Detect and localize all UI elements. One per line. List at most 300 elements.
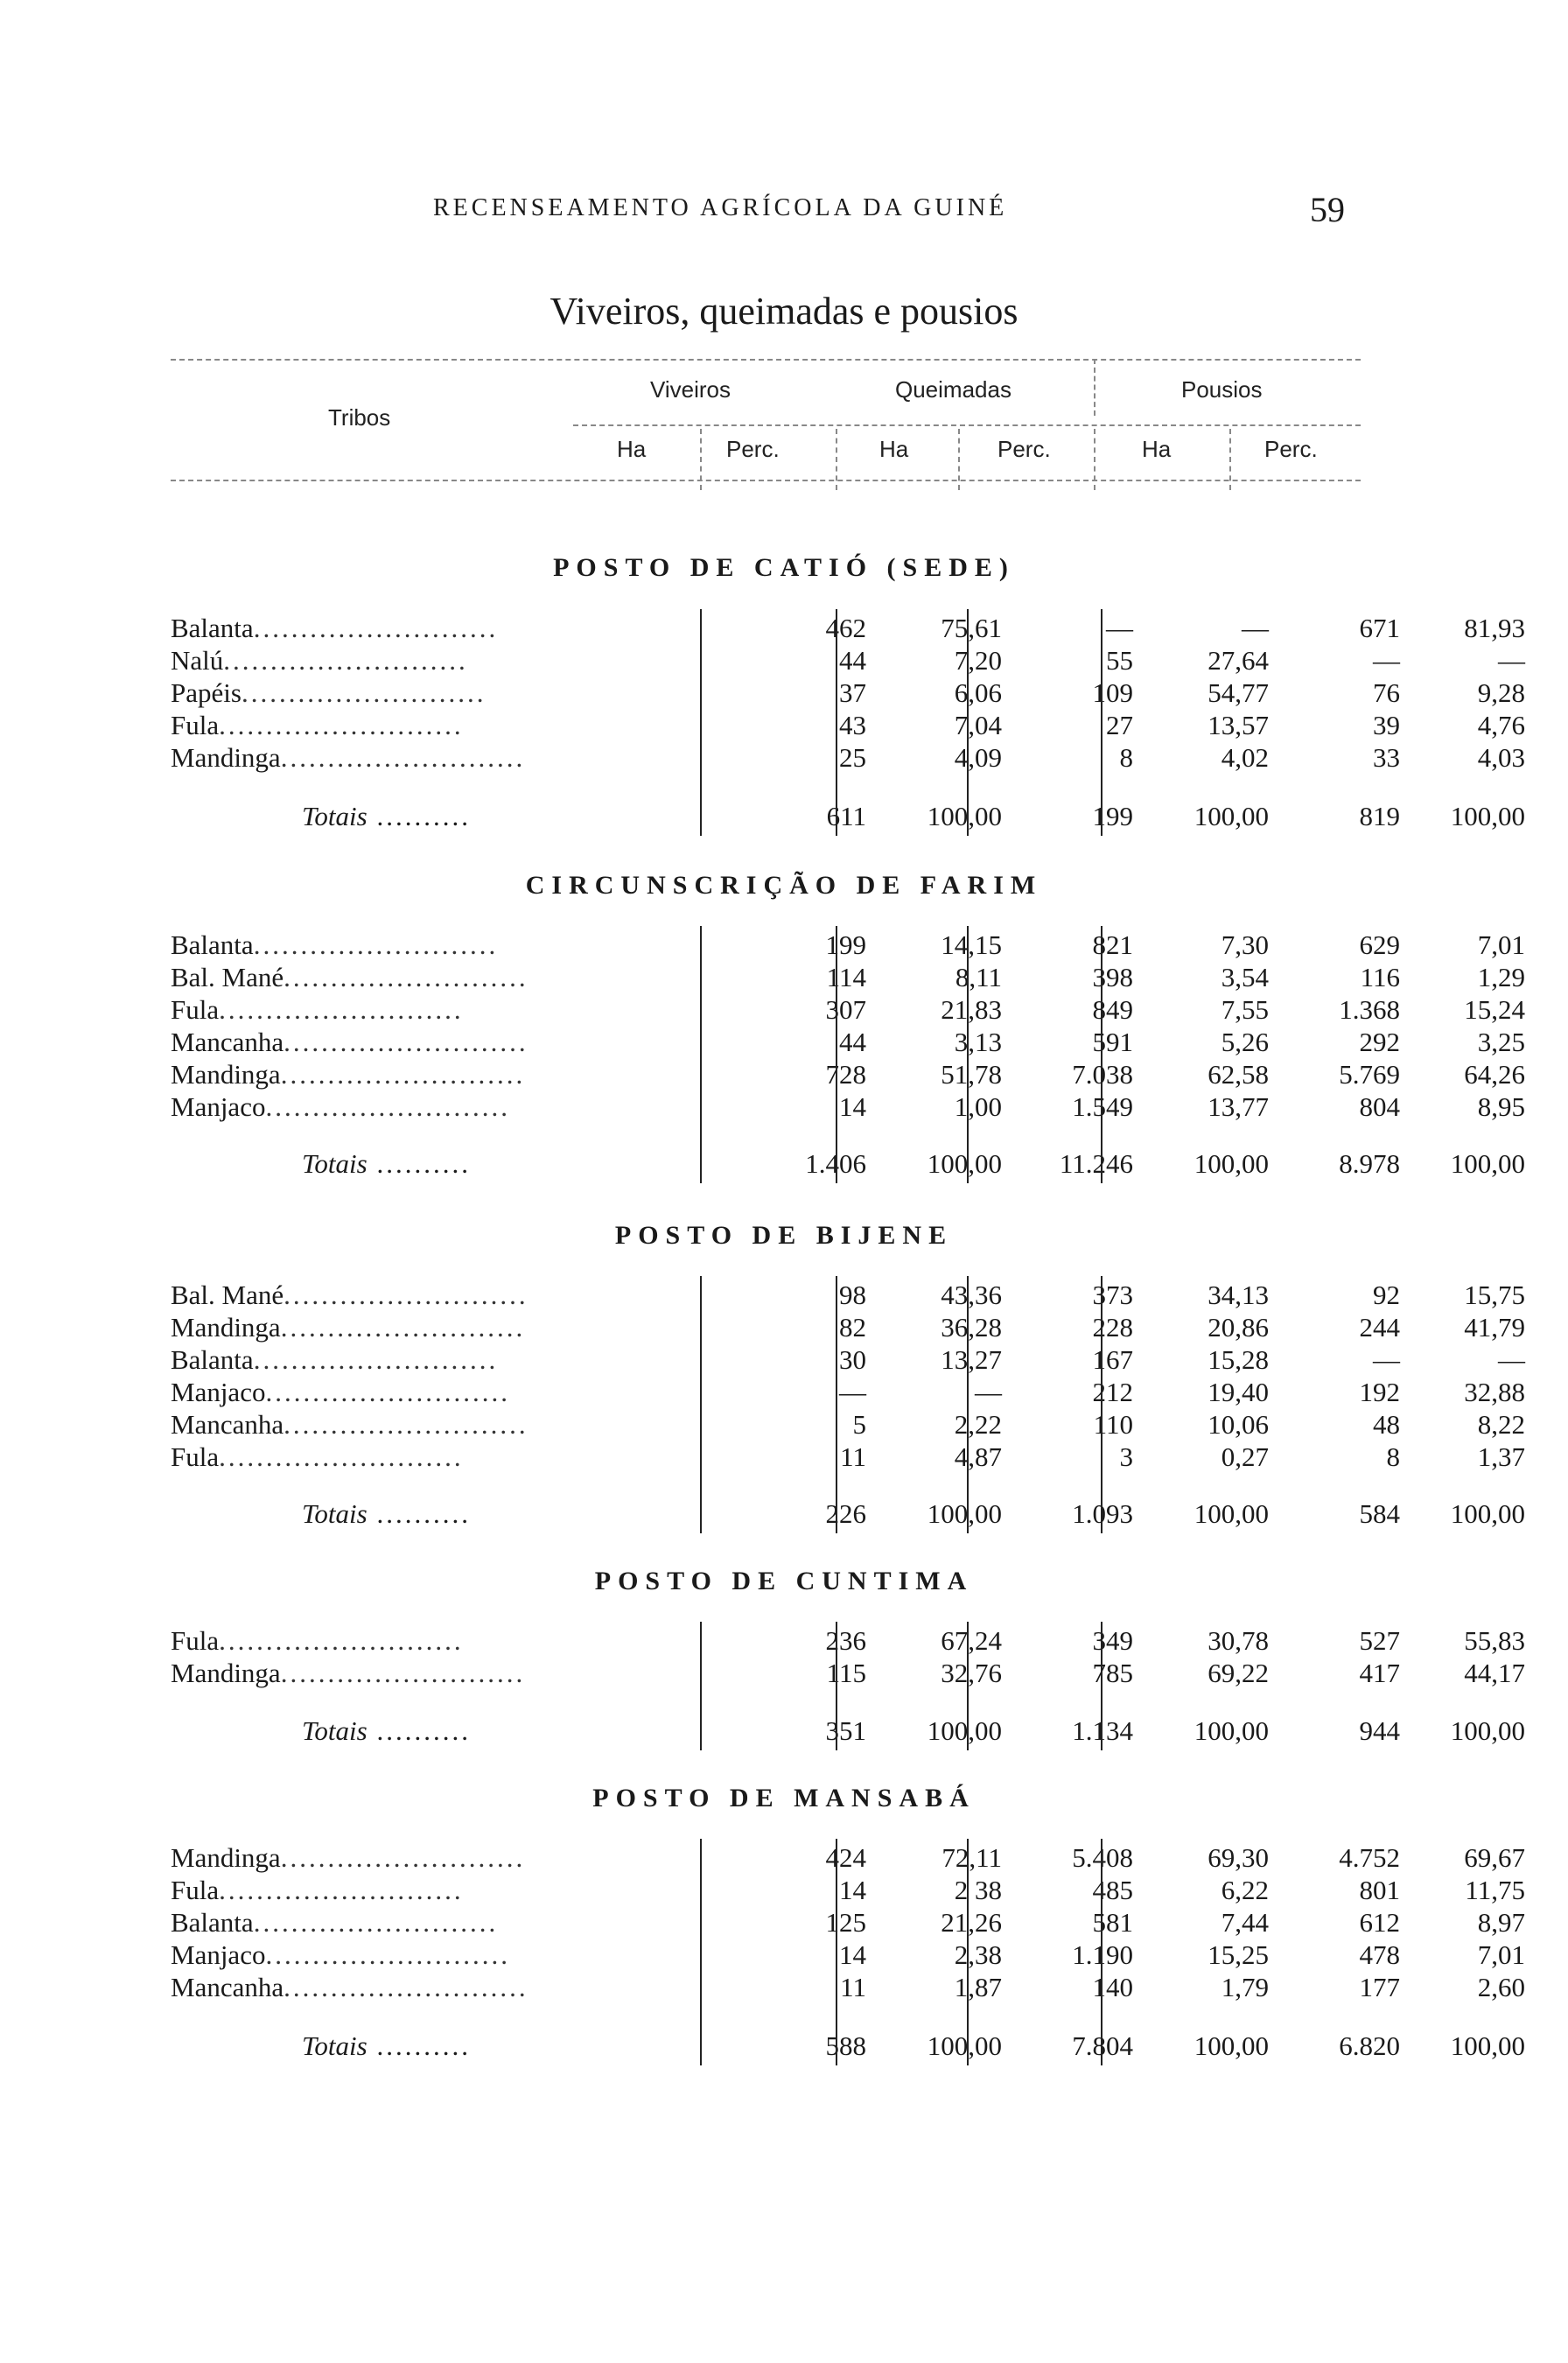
cell-q-perc: 1,79 [1221, 1972, 1269, 2002]
column-rule [836, 1276, 837, 1533]
tribe-label: Manjaco [171, 1377, 266, 1407]
cell-p-ha: 48 [1373, 1409, 1400, 1440]
tribe-label: Fula [171, 994, 220, 1025]
cell-q-ha: 228 [1092, 1312, 1133, 1343]
cell-v-ha: 44 [839, 1027, 866, 1057]
cell-p-ha: 244 [1359, 1312, 1400, 1343]
cell-q-perc: 5,26 [1221, 1027, 1269, 1057]
cell-q-ha: 1.549 [1072, 1091, 1133, 1122]
cell-p-perc: 7,01 [1477, 1939, 1525, 1970]
cell-v-perc: 75,61 [941, 613, 1002, 643]
total-q-ha: 1.093 [1072, 1498, 1133, 1529]
cell-p-perc: 8,95 [1477, 1091, 1525, 1122]
table-row [171, 710, 1525, 741]
leader-dots: .......................... [280, 1059, 526, 1090]
tribe-name [171, 1907, 573, 1939]
cell-p-ha: 612 [1359, 1907, 1400, 1938]
totals-label [302, 1148, 471, 1180]
cell-v-perc: 6,06 [954, 677, 1002, 708]
header-divider-3 [958, 429, 960, 490]
tribe-label: Bal. Mané [171, 962, 284, 992]
total-p-perc: 100,00 [1450, 1715, 1525, 1746]
cell-p-ha: 1.368 [1339, 994, 1400, 1025]
table-row [171, 613, 1525, 644]
tribe-label: Nalú [171, 645, 224, 676]
table-row [171, 1441, 1525, 1473]
cell-q-ha: 591 [1092, 1027, 1133, 1057]
totals-label [302, 2030, 471, 2062]
cell-v-ha: 307 [825, 994, 866, 1025]
cell-q-ha: 373 [1092, 1280, 1133, 1310]
header-viveiros-perc: Perc. [726, 436, 780, 462]
cell-q-perc: 6,22 [1221, 1875, 1269, 1905]
cell-v-perc: 4,87 [954, 1441, 1002, 1472]
cell-q-perc: 34,13 [1208, 1280, 1269, 1310]
cell-v-perc: 3,13 [954, 1027, 1002, 1057]
cell-v-ha: — [839, 1377, 866, 1407]
table-row [171, 1939, 1525, 1971]
cell-v-perc: 1,00 [954, 1091, 1002, 1122]
cell-v-perc: 2,38 [954, 1939, 1002, 1970]
totals-text: Totais [302, 1715, 368, 1746]
cell-v-perc: 32,76 [941, 1658, 1002, 1688]
leader-dots: .......................... [265, 1377, 510, 1407]
cell-q-perc: 30,78 [1208, 1625, 1269, 1656]
total-p-ha: 584 [1359, 1498, 1400, 1529]
tribe-name [171, 1027, 573, 1058]
tribe-name [171, 1344, 573, 1376]
column-rule [700, 1839, 702, 2065]
cell-v-ha: 98 [839, 1280, 866, 1310]
column-rule [1101, 1622, 1102, 1750]
cell-v-ha: 14 [839, 1091, 866, 1122]
column-rule [1101, 1276, 1102, 1533]
leader-dots: .......................... [265, 1939, 510, 1970]
leader-dots: .......................... [280, 1312, 526, 1343]
cell-p-perc: 41,79 [1464, 1312, 1525, 1343]
cell-v-perc: 13,27 [941, 1344, 1002, 1375]
section-title: CIRCUNSCRIÇÃO DE FARIM [525, 871, 1043, 900]
column-rule [836, 926, 837, 1183]
cell-q-perc: 54,77 [1208, 677, 1269, 708]
cell-v-perc: 67,24 [941, 1625, 1002, 1656]
cell-p-ha: 801 [1359, 1875, 1400, 1905]
tribe-label: Balanta [171, 1907, 254, 1938]
tribe-label: Fula [171, 1441, 220, 1472]
column-rule [700, 609, 702, 836]
cell-v-perc: 7,20 [954, 645, 1002, 676]
leader-dots: .......... [367, 2030, 471, 2061]
totals-text: Totais [302, 801, 368, 831]
cell-q-ha: 7.038 [1072, 1059, 1133, 1090]
tribe-name [171, 645, 573, 677]
cell-p-ha: 177 [1359, 1972, 1400, 2002]
cell-p-ha: 417 [1359, 1658, 1400, 1688]
cell-v-perc: 8,11 [955, 962, 1002, 992]
leader-dots: .......................... [284, 1027, 528, 1057]
section-title: POSTO DE CATIÓ (SEDE) [553, 553, 1015, 582]
header-queimadas: Queimadas [895, 376, 1012, 403]
totals-text: Totais [302, 1148, 368, 1179]
column-rule [836, 1839, 837, 2065]
cell-v-ha: 11 [840, 1972, 866, 2002]
column-rule [836, 609, 837, 836]
cell-p-ha: 5.769 [1339, 1059, 1400, 1090]
cell-p-perc: 64,26 [1464, 1059, 1525, 1090]
tribe-name [171, 1658, 573, 1689]
header-mid-rule [573, 424, 1361, 426]
cell-p-perc: — [1498, 645, 1525, 676]
tribe-label: Manjaco [171, 1091, 266, 1122]
cell-p-perc: 69,67 [1464, 1842, 1525, 1873]
cell-q-ha: 5.408 [1072, 1842, 1133, 1873]
page-number: 59 [1310, 190, 1345, 229]
tribe-name [171, 1842, 573, 1874]
column-rule [967, 926, 969, 1183]
tribe-label: Bal. Mané [171, 1280, 284, 1310]
total-p-perc: 100,00 [1450, 2030, 1525, 2061]
cell-q-perc: 10,06 [1208, 1409, 1269, 1440]
total-v-perc: 100,00 [927, 801, 1002, 831]
tribe-label: Manjaco [171, 1939, 266, 1970]
leader-dots: .......................... [280, 742, 526, 773]
total-v-perc: 100,00 [927, 1498, 1002, 1529]
table-title [0, 289, 1568, 333]
cell-v-ha: 462 [825, 613, 866, 643]
column-rule [967, 1622, 969, 1750]
running-title: RECENSEAMENTO AGRÍCOLA DA GUINÉ [433, 194, 1008, 221]
column-header [171, 359, 1361, 490]
total-v-ha: 611 [826, 801, 866, 831]
table-row [171, 1875, 1525, 1906]
cell-p-ha: 804 [1359, 1091, 1400, 1122]
header-divider-pousios [1094, 359, 1096, 416]
cell-p-ha: 8 [1386, 1441, 1400, 1472]
cell-p-perc: 7,01 [1477, 929, 1525, 960]
cell-v-ha: 5 [852, 1409, 866, 1440]
cell-p-perc: 81,93 [1464, 613, 1525, 643]
table-row [171, 1312, 1525, 1343]
section-title: POSTO DE MANSABÁ [592, 1784, 976, 1813]
cell-p-perc: 8,22 [1477, 1409, 1525, 1440]
cell-p-ha: 33 [1373, 742, 1400, 773]
total-v-perc: 100,00 [927, 2030, 1002, 2061]
table-row [171, 1091, 1525, 1123]
leader-dots: .......................... [284, 962, 528, 992]
total-v-perc: 100,00 [927, 1715, 1002, 1746]
cell-p-perc: 1,29 [1477, 962, 1525, 992]
cell-v-ha: 424 [825, 1842, 866, 1873]
cell-q-ha: 55 [1106, 645, 1133, 676]
cell-q-perc: 0,27 [1221, 1441, 1269, 1472]
cell-p-perc: 15,75 [1464, 1280, 1525, 1310]
cell-v-perc: 4,09 [954, 742, 1002, 773]
cell-q-ha: 349 [1092, 1625, 1133, 1656]
cell-v-perc: 2,22 [954, 1409, 1002, 1440]
cell-p-ha: 116 [1360, 962, 1400, 992]
total-q-perc: 100,00 [1194, 1498, 1269, 1529]
total-p-perc: 100,00 [1450, 801, 1525, 831]
cell-v-perc: 43,36 [941, 1280, 1002, 1310]
tribe-name [171, 1972, 573, 2003]
cell-p-perc: 44,17 [1464, 1658, 1525, 1688]
table-row [171, 929, 1525, 961]
table-row [171, 1972, 1525, 2003]
cell-p-ha: 292 [1359, 1027, 1400, 1057]
tribe-name [171, 962, 573, 993]
tribe-name [171, 1280, 573, 1311]
cell-v-ha: 199 [825, 929, 866, 960]
leader-dots: .......................... [284, 1409, 528, 1440]
cell-v-perc: 1,87 [954, 1972, 1002, 2002]
cell-q-perc: 7,44 [1221, 1907, 1269, 1938]
cell-q-ha: 140 [1092, 1972, 1133, 2002]
cell-v-ha: 43 [839, 710, 866, 740]
leader-dots: .......... [367, 1498, 471, 1529]
cell-v-ha: 44 [839, 645, 866, 676]
tribe-label: Fula [171, 710, 220, 740]
cell-p-perc: 55,83 [1464, 1625, 1525, 1656]
header-viveiros-ha: Ha [617, 436, 647, 462]
cell-q-ha: 581 [1092, 1907, 1133, 1938]
tribe-name [171, 1377, 573, 1408]
leader-dots: .......................... [253, 613, 499, 643]
header-divider-5 [1229, 429, 1231, 490]
cell-v-ha: 115 [826, 1658, 866, 1688]
header-queimadas-ha: Ha [879, 436, 909, 462]
leader-dots: .......................... [219, 1441, 464, 1472]
cell-v-ha: 125 [825, 1907, 866, 1938]
cell-q-ha: 785 [1092, 1658, 1133, 1688]
total-v-perc: 100,00 [927, 1148, 1002, 1179]
cell-v-perc: 51,78 [941, 1059, 1002, 1090]
leader-dots: .......................... [253, 1344, 499, 1375]
total-p-ha: 819 [1359, 801, 1400, 831]
tribe-name [171, 1939, 573, 1971]
table-row [171, 1027, 1525, 1058]
total-v-ha: 351 [825, 1715, 866, 1746]
cell-q-perc: 69,22 [1208, 1658, 1269, 1688]
cell-p-perc: 15,24 [1464, 994, 1525, 1025]
tribe-label: Balanta [171, 1344, 254, 1375]
cell-v-ha: 14 [839, 1939, 866, 1970]
cell-q-ha: 212 [1092, 1377, 1133, 1407]
tribe-name [171, 742, 573, 774]
header-queimadas-perc: Perc. [998, 436, 1051, 462]
table-row [171, 1658, 1525, 1689]
header-top-rule [171, 359, 1361, 361]
cell-v-perc: 14,15 [941, 929, 1002, 960]
tribe-name [171, 1409, 573, 1441]
leader-dots: .......................... [280, 1658, 526, 1688]
cell-p-ha: 629 [1359, 929, 1400, 960]
total-q-perc: 100,00 [1194, 1148, 1269, 1179]
cell-q-perc: 13,77 [1208, 1091, 1269, 1122]
header-divider-1 [700, 429, 702, 490]
cell-v-ha: 14 [839, 1875, 866, 1905]
cell-q-perc: 4,02 [1221, 742, 1269, 773]
cell-q-ha: — [1106, 613, 1133, 643]
tribe-label: Mancanha [171, 1972, 284, 2002]
table-row [171, 645, 1525, 677]
section-title: POSTO DE CUNTIMA [594, 1567, 974, 1595]
total-p-perc: 100,00 [1450, 1498, 1525, 1529]
cell-q-ha: 110 [1093, 1409, 1133, 1440]
total-v-ha: 588 [825, 2030, 866, 2061]
totals-row [171, 1498, 1525, 1530]
tribe-label: Mandinga [171, 1059, 281, 1090]
tribe-name [171, 677, 573, 709]
table-row [171, 1344, 1525, 1376]
total-q-ha: 199 [1092, 801, 1133, 831]
cell-p-ha: 478 [1359, 1939, 1400, 1970]
header-pousios-ha: Ha [1142, 436, 1172, 462]
cell-v-ha: 114 [826, 962, 866, 992]
total-v-ha: 226 [825, 1498, 866, 1529]
tribe-name [171, 1059, 573, 1090]
header-divider-4 [1094, 429, 1096, 490]
cell-p-ha: 92 [1373, 1280, 1400, 1310]
cell-p-ha: — [1373, 1344, 1400, 1375]
tribe-label: Mandinga [171, 1658, 281, 1688]
leader-dots: .......................... [219, 710, 464, 740]
cell-v-perc: 7,04 [954, 710, 1002, 740]
tribe-label: Mancanha [171, 1409, 284, 1440]
table-row [171, 742, 1525, 774]
tribe-name [171, 994, 573, 1026]
column-rule [967, 609, 969, 836]
cell-v-perc: 21,83 [941, 994, 1002, 1025]
totals-text: Totais [302, 2030, 368, 2061]
table-row [171, 1842, 1525, 1874]
cell-q-perc: 15,25 [1208, 1939, 1269, 1970]
totals-text: Totais [302, 1498, 368, 1529]
cell-q-ha: 3 [1119, 1441, 1133, 1472]
tribe-name [171, 710, 573, 741]
total-q-ha: 1.134 [1072, 1715, 1133, 1746]
cell-v-perc: 72,11 [942, 1842, 1002, 1873]
leader-dots: .......... [367, 1148, 471, 1179]
column-rule [1101, 1839, 1102, 2065]
cell-q-ha: 821 [1092, 929, 1133, 960]
cell-p-ha: 39 [1373, 710, 1400, 740]
total-p-perc: 100,00 [1450, 1148, 1525, 1179]
cell-p-perc: 3,25 [1477, 1027, 1525, 1057]
totals-row [171, 801, 1525, 832]
leader-dots: .......................... [265, 1091, 510, 1122]
column-rule [700, 1276, 702, 1533]
cell-p-ha: 4.752 [1339, 1842, 1400, 1873]
column-rule [700, 926, 702, 1183]
tribe-name [171, 929, 573, 961]
total-p-ha: 8.978 [1339, 1148, 1400, 1179]
tribe-name [171, 1875, 573, 1906]
cell-p-ha: 192 [1359, 1377, 1400, 1407]
tribe-label: Fula [171, 1875, 220, 1905]
tribe-name [171, 1091, 573, 1123]
leader-dots: .......... [367, 801, 471, 831]
cell-v-perc: — [975, 1377, 1002, 1407]
cell-p-perc: 1,37 [1477, 1441, 1525, 1472]
total-v-ha: 1.406 [805, 1148, 866, 1179]
tribe-label: Balanta [171, 613, 254, 643]
cell-q-ha: 398 [1092, 962, 1133, 992]
leader-dots: .......................... [284, 1280, 528, 1310]
cell-p-ha: — [1373, 645, 1400, 676]
cell-v-ha: 37 [839, 677, 866, 708]
totals-label [302, 1715, 471, 1747]
table-row [171, 1907, 1525, 1939]
total-p-ha: 944 [1359, 1715, 1400, 1746]
leader-dots: .......................... [253, 929, 499, 960]
cell-v-ha: 25 [839, 742, 866, 773]
cell-v-ha: 728 [825, 1059, 866, 1090]
header-viveiros: Viveiros [650, 376, 732, 403]
table-row [171, 962, 1525, 993]
section-title: POSTO DE BIJENE [614, 1221, 954, 1250]
tribe-label: Mandinga [171, 742, 281, 773]
table-row [171, 1059, 1525, 1090]
table-row [171, 994, 1525, 1026]
table-row [171, 1409, 1525, 1441]
tribe-label: Papéis [171, 677, 242, 708]
cell-v-perc: 2 38 [954, 1875, 1002, 1905]
cell-p-ha: 527 [1359, 1625, 1400, 1656]
tribe-name [171, 1441, 573, 1473]
leader-dots: .......................... [223, 645, 468, 676]
tribe-name [171, 1312, 573, 1343]
cell-p-perc: 11,75 [1465, 1875, 1525, 1905]
cell-p-perc: 8,97 [1477, 1907, 1525, 1938]
leader-dots: .......................... [253, 1907, 499, 1938]
tribe-label: Fula [171, 1625, 220, 1656]
cell-v-perc: 36,28 [941, 1312, 1002, 1343]
cell-q-perc: 3,54 [1221, 962, 1269, 992]
cell-q-perc: 19,40 [1208, 1377, 1269, 1407]
table-row [171, 677, 1525, 709]
leader-dots: .......... [367, 1715, 471, 1746]
cell-v-perc: 21,26 [941, 1907, 1002, 1938]
table-row [171, 1280, 1525, 1311]
header-divider-2 [836, 429, 837, 490]
cell-q-ha: 849 [1092, 994, 1133, 1025]
totals-row [171, 1148, 1525, 1180]
tribe-name [171, 613, 573, 644]
cell-q-ha: 1.190 [1072, 1939, 1133, 1970]
tribe-label: Balanta [171, 929, 254, 960]
total-q-perc: 100,00 [1194, 2030, 1269, 2061]
table-title-text: Viveiros, queimadas e pousios [550, 290, 1018, 333]
cell-q-ha: 109 [1092, 677, 1133, 708]
cell-p-perc: — [1498, 1344, 1525, 1375]
cell-p-perc: 9,28 [1477, 677, 1525, 708]
leader-dots: .......................... [280, 1842, 526, 1873]
column-rule [967, 1839, 969, 2065]
cell-q-perc: 13,57 [1208, 710, 1269, 740]
table-row [171, 1377, 1525, 1408]
running-header [0, 190, 1568, 229]
cell-q-perc: 27,64 [1208, 645, 1269, 676]
header-pousios-perc: Perc. [1264, 436, 1318, 462]
cell-q-perc: 7,55 [1221, 994, 1269, 1025]
cell-q-ha: 485 [1092, 1875, 1133, 1905]
header-pousios: Pousios [1181, 376, 1263, 403]
cell-p-perc: 4,03 [1477, 742, 1525, 773]
cell-p-perc: 4,76 [1477, 710, 1525, 740]
tribe-name [171, 1625, 573, 1657]
total-q-perc: 100,00 [1194, 1715, 1269, 1746]
totals-label [302, 801, 471, 832]
